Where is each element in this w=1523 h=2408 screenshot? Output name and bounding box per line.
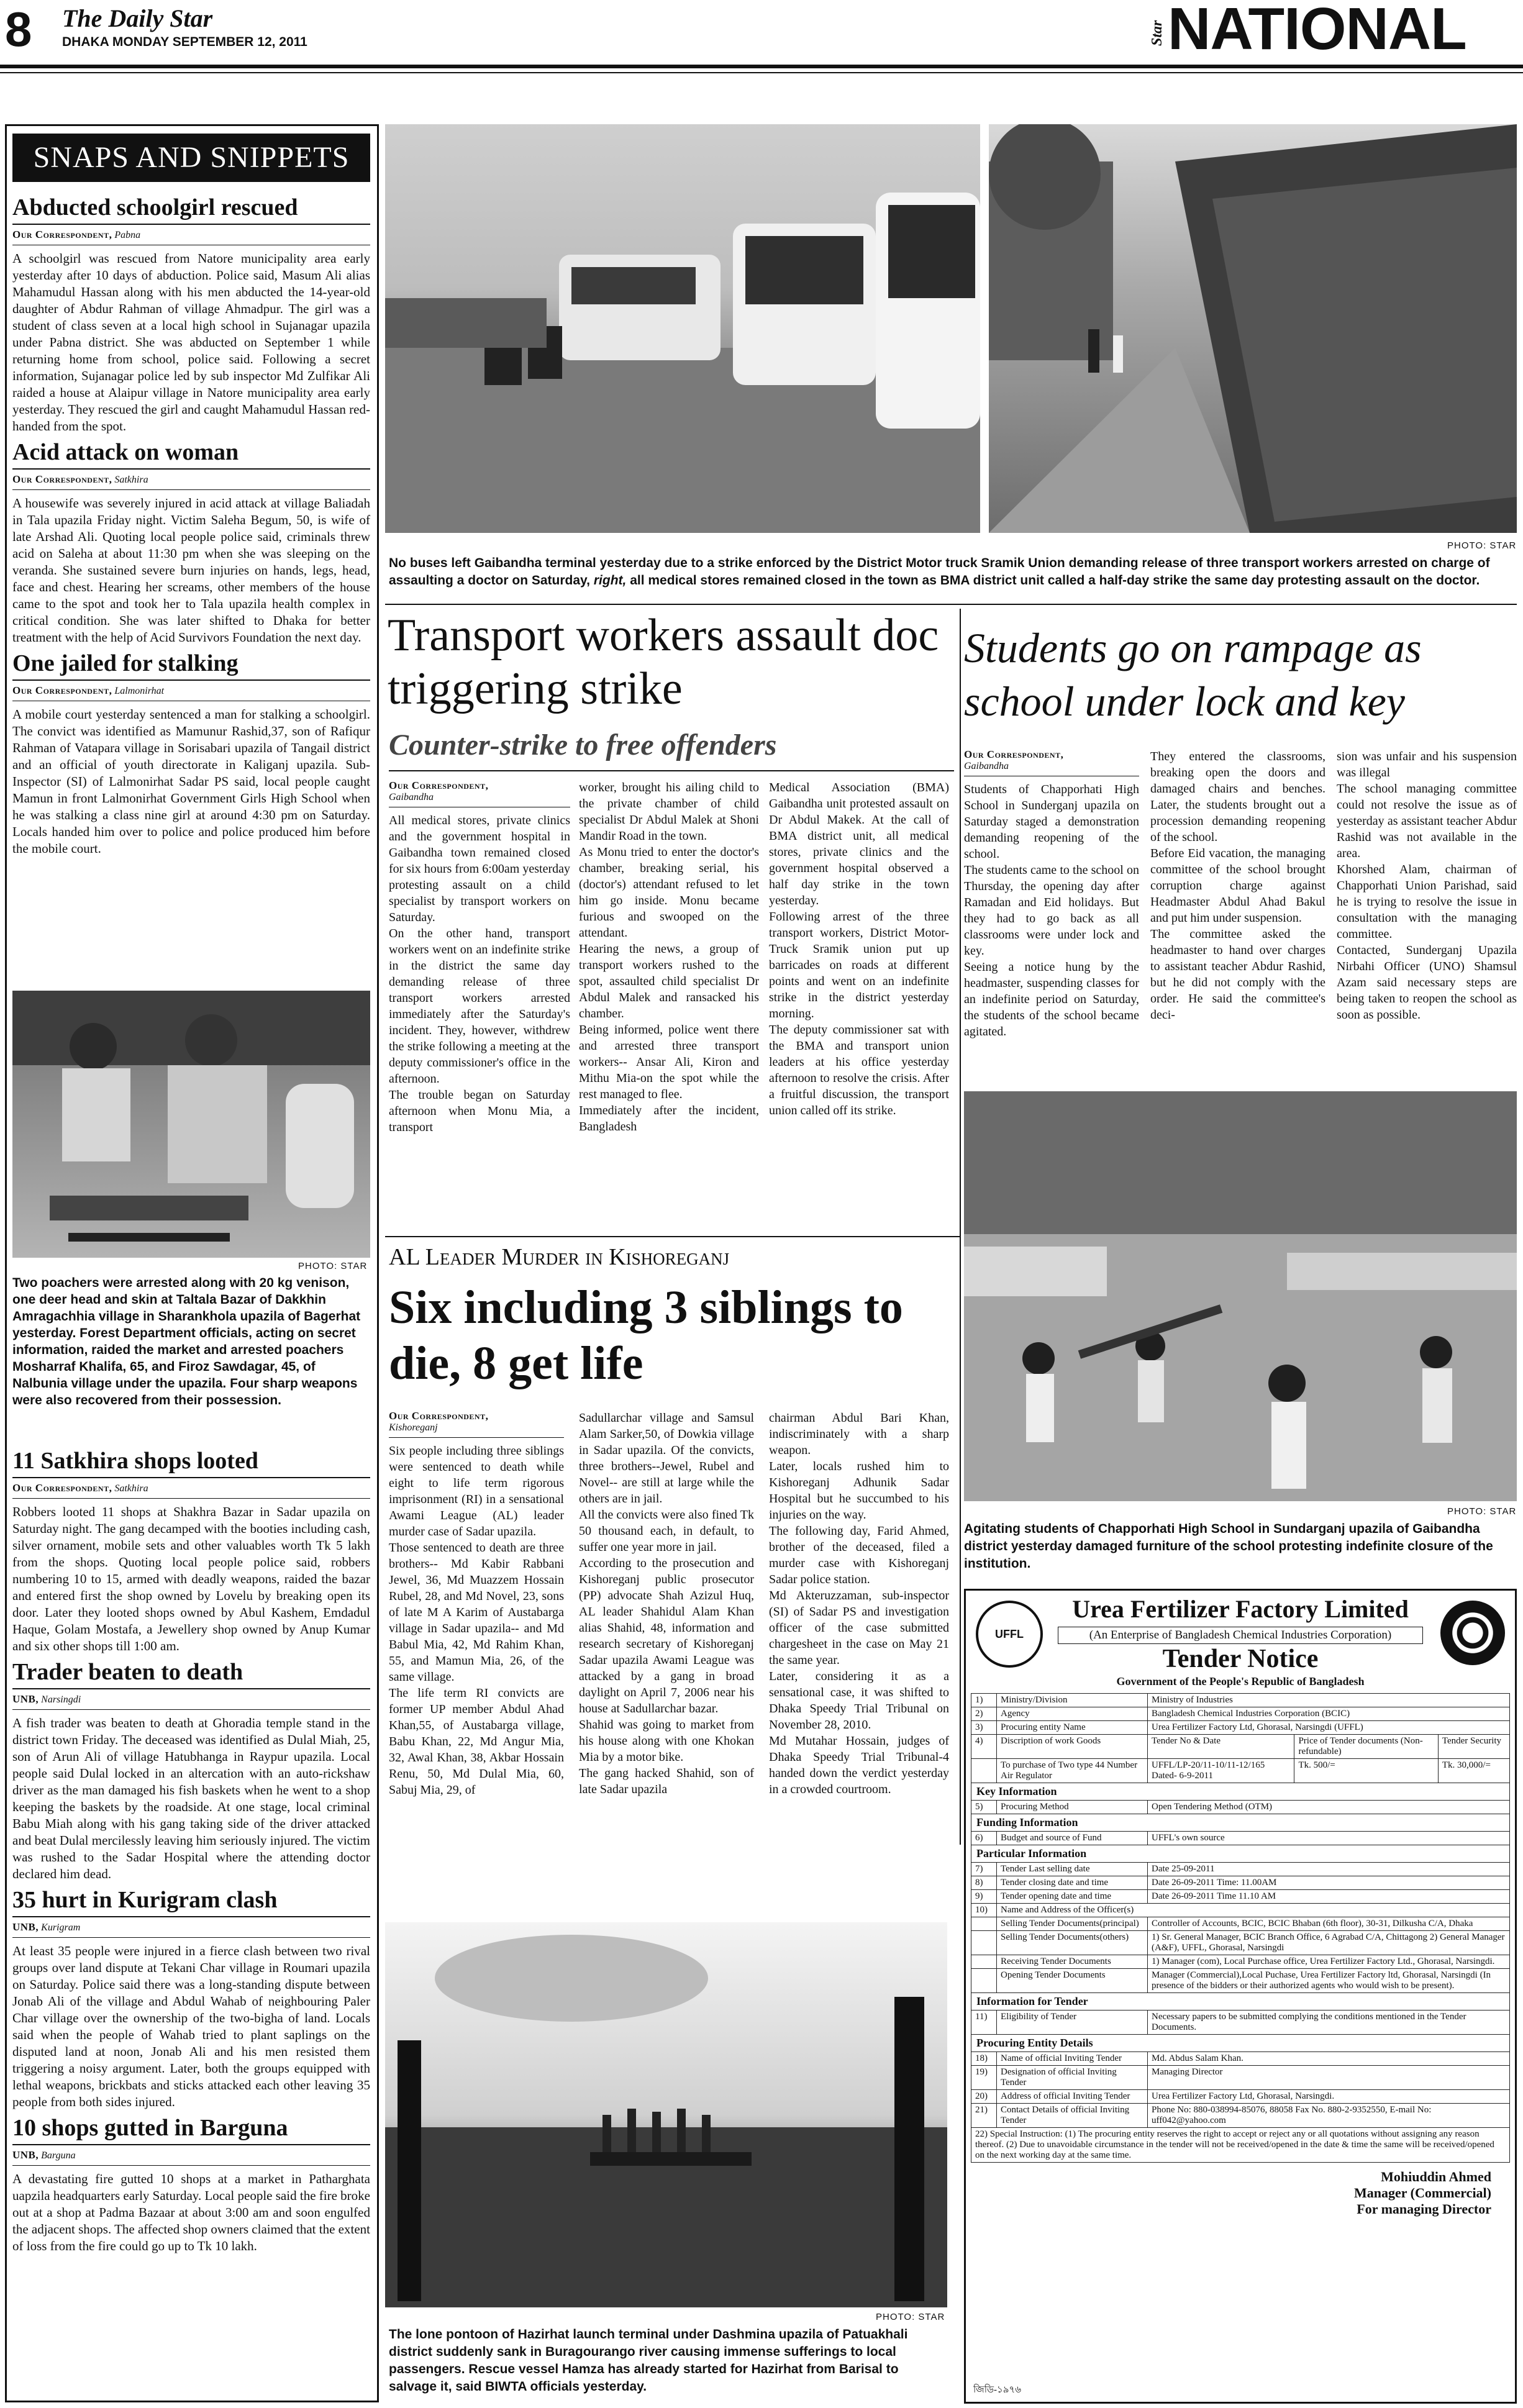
story-body: chairman Abdul Bari Khan, indiscriminately with a sharp weapon. Later, locals rushed him to Kishoreganj Adhunik Sadar Hospital but he succumbed to his injuries on the way. The following day, Farid Ahmed, brother of the deceased, filed a murder case with Kishoreganj Sadar police station. Md Akteruzzaman, sub-inspector (SI) of Sadar PS and investigation officer of the case submitted chargesheet in the case on May 21 the same year. Later, considering it as a sensational case, it was shifted to Dhaka Speedy Trial Tribunal on November 28, 2010. Md Mutahar Hossain, judges of Dhaka Speedy Trial Tribunal-4 handed down the verdict yesterday in a crowded courtroom. (769, 1411, 949, 1796)
story-headline: Trader beaten to death (12, 1659, 243, 1685)
table-row (971, 1863, 1510, 1876)
row-value: Date 26-09-2011 Time 11.10 AM (1148, 1890, 1510, 1904)
caption-part-a: No buses left Gaibandha terminal yesterday due to a strike enforced by the District Motor truck Sramik Union demanding release of three transport workers arrested on charge of assaulting a doctor on Saturday, (389, 556, 1490, 588)
table-row (971, 1694, 1510, 1707)
story-body: A schoolgirl was rescued from Natore municipality area early yesterday after 10 days of abduction. Police said, Masum Ali alias Mahamudul Hassan along with his men abducted the 14-year-old daughter of Abdur Rahman of village Ahmadpur. The girl was a student of class seven at a local high school in Sujanagar upazila under Pabna district. She was abducted on September 1 while returning home from school, police said. Following a secret information, Sujanagar police led by sub inspector Md Zulfikar Ali raided a house at Alaipur village in Natore municipality area early yesterday. They rescued the girl and caught Mahamudul Hassan red-handed from the spot. (12, 251, 370, 434)
row-value: 1) Manager (com), Local Purchase office, Urea Fertilizer Factory Ltd., Ghorasal, Narsingdi. (1148, 1955, 1510, 1969)
snaps-column (12, 194, 370, 857)
byline-place: Pabna (114, 230, 141, 240)
students-col-2 (1150, 748, 1325, 1023)
section-rule (385, 1236, 960, 1237)
table-row (971, 2104, 1510, 2128)
byline: Our Correspondent, (389, 1410, 489, 1422)
murder-col-2 (579, 1410, 754, 1797)
byline: UNB, (12, 2149, 39, 2161)
byline-place: Gaibandha (964, 761, 1139, 776)
transport-col-3 (769, 779, 949, 1119)
row-value: Necessary papers to be submitted complying the conditions mentioned in the Tender Documents. (1148, 2010, 1510, 2035)
section-label: Particular Information (971, 1845, 1510, 1863)
story-body: They entered the classrooms, breaking open the doors and damaged chairs and benches. Later, the students brought out a procession demanding reopening of the school. Before Eid vacation, the managing committee of the school brought corruption charge against Headmaster Abdul Ahad Bakul and put him under suspension. The committee asked the headmaster to hand over charges to assistant teacher Abdur Rashid, but he did not comply with the order. He said the committee's deci- (1150, 750, 1325, 1022)
caption-part-c: all medical stores remained closed in the town as BMA district unit called a half-day strike the same day protesting assault on the doctor. (630, 573, 1480, 588)
byline-place: Satkhira (114, 475, 148, 485)
story-body: Six people including three siblings were sentenced to death while eight to life term rigorous imprisonment (RI) in a sensational Awami League (AL) leader murder case of Sadar upazila. Those sentenced to death are three brothers-- Md Kabir Rabbani Jewel, 36, Md Muazzem Hossain Rubel, 28, and Md Novel, 23, sons of late M A Karim of Austabarga village in Sadar upazila-- and Md Babul Mia, 42, Md Rahim Khan, 55, and Mamun Mia, 26, of the same village. The life term RI convicts are former UP member Abdul Ahad Khan,55, of Austabarga village, Babu Khan, 22, Md Angur Mia, 32, Awal Khan, 38, Akbar Hossain Renu, 50, Md Dulal Mia, 60, Sabuj Mia, 29, of (389, 1444, 564, 1797)
table-row (971, 1917, 1510, 1931)
photo-credit: PHOTO: STAR (298, 1261, 368, 1271)
row-label: Address of official Inviting Tender (997, 2090, 1148, 2104)
row-num: 7) (971, 1863, 997, 1876)
story-body: worker, brought his ailing child to the private chamber of child specialist Dr Abdul Malek at Shoni Mandir Road in the town. As Monu tried to enter the doctor's chamber, breaking serial, his (doctor's) attendant refused to let him go inside. Monu became furious and swooped on the attendant. Hearing the news, a group of transport workers rushed to the spot, assaulted child specialist Dr Abdul Malek and ransacked his chamber. Being informed, police went there and arrested three transport workers-- Ansar Ali, Kiron and Mithu Mia-on the spot while the rest managed to flee. Immediately after the incident, Bangladesh (579, 781, 759, 1134)
murder-col-3 (769, 1410, 949, 1797)
story-body: At least 35 people were injured in a fierce clash between two rival groups over land dispute at Tekani Char village in Roumari upazila on Saturday. Police said there was a long-standing dispute between Jonab Ali of the village and Abdul Wahab of neighbouring Paler Char village over the ownership of the two-bigha of land. Locals said when the people of Wahab tried to plant saplings on the disputed land at noon, Jonab Ali and his men resisted them triggering a noisy argument. Later, both the groups equipped with lethal weapons, brickbats and sticks attacked each other leaving 35 people from both sides injured. (12, 1943, 370, 2109)
table-row (971, 1801, 1510, 1814)
row-value: Bangladesh Chemical Industries Corporation (BCIC) (1148, 1707, 1510, 1721)
top-photo-caption (389, 555, 1516, 589)
row-value: Date 26-09-2011 Time: 11.00AM (1148, 1876, 1510, 1890)
caption-part-b: right, (593, 573, 627, 588)
table-row (971, 1832, 1510, 1845)
story-body: A mobile court yesterday sentenced a man for stalking a schoolgirl. The convict was identified as Mamunur Rashid,37, son of Rafiqur Rahman of Vatapara village in Sorisabari upazila of Tangail district and an official of youth directorate in Kaliganj upazila. Sub-Inspector (SI) of Lalmonirhat Sadar PS said, local people caught Mamun in front Lalmonirhat Government Girls High School when he was stalking a class nine girl at around 4:30 pm on Saturday. Locals handed him over to police and police produced him before the mobile court. (12, 707, 370, 856)
row-num: 18) (971, 2052, 997, 2066)
story-headline: 35 hurt in Kurigram clash (12, 1887, 278, 1913)
photo-credit: PHOTO: STAR (1447, 1506, 1517, 1517)
byline: Our Correspondent, (12, 229, 112, 240)
byline-place: Barguna (41, 2150, 76, 2161)
students-rampage-photo (964, 1091, 1517, 1501)
row-label: Name of official Inviting Tender (997, 2052, 1148, 2066)
row-num: 1) (971, 1694, 997, 1707)
row-value: Tk. 500/= (1294, 1759, 1438, 1783)
special-instruction: 22) Special Instruction: (1) The procuring entity reserves the right to accept or reject any or all quotations without assigning any reason thereof. (2) Due to unavoidable circumstance in the tender will not be received/opened in the date & time the same will be received/opened on the next working day at the same time. (971, 2128, 1510, 2163)
byline: Our Correspondent, (12, 1482, 112, 1494)
row-label: Agency (997, 1707, 1148, 1721)
uffl-logo-text: UFFL (995, 1627, 1024, 1640)
section-title: NATIONAL (1168, 0, 1466, 62)
row-num: 2) (971, 1707, 997, 1721)
ad-signer-title: Manager (Commercial) (1354, 2185, 1491, 2201)
row-value: Manager (Commercial),Local Puchase, Urea Fertilizer Factory ltd, Ghorasal, Narsingdi (In presence of the bidders or their authorized agents who would wish to be present). (1148, 1969, 1510, 1993)
row-label: Tender closing date and time (997, 1876, 1148, 1890)
murder-kicker: AL Leader Murder in Kishoreganj (389, 1244, 730, 1270)
story-body: Medical Association (BMA) Gaibandha unit protested assault on Dr Abdul Makek. At the call of BMA district unit, all medical stores, private clinics and the government hospital observed a half day strike in the town yesterday. Following arrest of the three transport workers, District Motor-Truck Sramik union put up barricades on roads at different points and went on an indefinite strike in the district yesterday morning. The deputy commissioner sat with the BMA and transport union leaders at his office yesterday afternoon to resolve the crisis. After a fruitful discussion, the transport union called off its strike. (769, 781, 949, 1117)
murder-col-1 (389, 1410, 564, 1798)
row-label: Procuring Method (997, 1801, 1148, 1814)
transport-headline: Transport workers assault doc triggering strike (388, 610, 939, 714)
story-headline: 10 shops gutted in Barguna (12, 2115, 288, 2141)
story-body: A devastating fire gutted 10 shops at a market in Patharghata uapzila headquarters early Saturday. Local people said the fire broke out at a shop at Padma Bazaar at about 3:00 am and soon engulfed the adjacent shops. The affected shop owners claimed that the extent of loss from the fire could go up to Tk 10 lakh. (12, 2171, 370, 2253)
row-head: Price of Tender documents (Non-refundable) (1294, 1735, 1438, 1759)
table-row (971, 1735, 1510, 1759)
photo-caption: Agitating students of Chapporhati High School in Sundarganj upazila of Gaibandha district yesterday damaged furniture of the school protesting indefinite closure of the institution. (964, 1522, 1493, 1571)
page-number: 8 (5, 2, 32, 57)
photo-credit: PHOTO: STAR (1447, 540, 1517, 551)
section-star-mark: Star (1149, 20, 1165, 46)
table-row (971, 1890, 1510, 1904)
story-headline: Abducted schoolgirl rescued (12, 194, 298, 220)
closed-stores-photo (989, 124, 1517, 533)
row-value: Tk. 30,000/= (1438, 1759, 1509, 1783)
photo-caption: The lone pontoon of Hazirhat launch terminal under Dashmina upazila of Patuakhali district suddenly sank in Buragourango river causing immense sufferings to local passengers. Rescue vessel Hamza has already started for Hazirhat from Barisal to salvage it, said BIWTA officials yesterday. (389, 2327, 908, 2394)
table-row (971, 1876, 1510, 1890)
byline: UNB, (12, 1921, 39, 1933)
closed-stores-photo-art (989, 124, 1517, 533)
row-num: 3) (971, 1721, 997, 1735)
row-label: Name and Address of the Officer(s) (997, 1904, 1510, 1917)
tender-notice-ad (964, 1589, 1517, 2404)
byline: Our Correspondent, (12, 684, 112, 696)
photo-caption: Two poachers were arrested along with 20 kg venison, one deer head and skin at Taltala Bazar of Dakkhin Amragachhia village in Sharankhola upazila of Bagerhat yesterday. Forest Department officials, acting on secret information, raided the market and arrested poachers Mosharraf Khalifa, 65, and Firoz Sawdagar, 45, of Nalbunia village under the upazila. Four sharp weapons were also recovered from their possession. (12, 1276, 361, 1407)
paper-name: The Daily Star (62, 4, 213, 32)
students-col-1 (964, 748, 1139, 1040)
row-value: UFFL/LP-20/11-10/11-12/165 Dated- 6-9-2011 (1148, 1759, 1294, 1783)
row-label: Receiving Tender Documents (997, 1955, 1148, 1969)
row-value: Managing Director (1148, 2066, 1510, 2090)
students-col-3 (1337, 748, 1517, 1023)
row-value: 1) Sr. General Manager, BCIC Branch Office, 6 Agrabad C/A, Chittagong 2) General Manager (A&F), UFFL, Ghorasal, Narsingdi (1148, 1931, 1510, 1955)
story-body: Sadullarchar village and Samsul Alam Sarker,50, of Dowkia village in Sadar upazila. Of the convicts, three brothers--Jewel, Rubel and Novel-- are still at large while the others are in jail. All the convicts were also fined Tk 50 thousand each, in default, to suffer one year more in jail. According to the prosecution and Kishoreganj public prosecutor (PP) advocate Shah Azizul Huq, AL leader Shahidul Alam Khan alias Shahid, 48, information and research secretary of Kishoreganj Sadar upazila Awami League was attacked by a gang in broad daylight on April 7, 2006 near his house at Sadullarchar bazar. Shahid was going to market from his house along with one Khokan Mia by a motor bike. The gang hacked Shahid, son of late Sadar upazila (579, 1411, 754, 1796)
row-label: Procuring entity Name (997, 1721, 1148, 1735)
photo-credit: PHOTO: STAR (876, 2312, 945, 2322)
byline-place: Satkhira (114, 1483, 148, 1494)
row-value: Ministry of Industries (1148, 1694, 1510, 1707)
table-row (971, 2090, 1510, 2104)
ad-signer: Mohiuddin Ahmed (1381, 2169, 1491, 2184)
story-body: sion was unfair and his suspension was illegal The school managing committee could not resolve the issue as of yesterday as assistant teacher Abdur Rashid was not available in the area. Khorshed Alam, chairman of Chapporhati Union Parishad, said he is trying to resolve the issue in consultation with the managing committee. Contacted, Sunderganj Upazila Nirbahi Officer (UNO) Shamsul Azam said necessary steps are being taken to reopen the school as soon as possible. (1337, 750, 1517, 1022)
row-num: 4) (971, 1735, 997, 1759)
snaps-column-lower (12, 1447, 370, 2255)
byline-place: Narsingdi (41, 1694, 81, 1705)
row-label: Discription of work Goods (997, 1735, 1148, 1759)
row-num: 6) (971, 1832, 997, 1845)
row-label: Selling Tender Documents(principal) (997, 1917, 1148, 1931)
row-head: Tender Security (1438, 1735, 1509, 1759)
row-num: 9) (971, 1890, 997, 1904)
row-label: Contact Details of official Inviting Tender (997, 2104, 1148, 2128)
byline-place: Kurigram (41, 1922, 81, 1933)
row-value: To purchase of Two type 44 Number Air Regulator (997, 1759, 1148, 1783)
table-row (971, 2052, 1510, 2066)
masthead-rule (0, 65, 1523, 68)
byline: UNB, (12, 1693, 39, 1705)
subhead-rule (389, 770, 954, 771)
row-num: 8) (971, 1876, 997, 1890)
transport-subhead: Counter-strike to free offenders (389, 729, 777, 761)
row-label: Budget and source of Fund (997, 1832, 1148, 1845)
byline: Our Correspondent, (12, 473, 112, 485)
poachers-photo-art (12, 991, 370, 1258)
story-body: A housewife was severely injured in acid attack at village Baliadah in Tala upazila Friday night. Victim Saleha Begum, 50, is wife of late Arshad Ali. Quoting local people police said, criminals threw acid on Saleha at about 11:30 pm when she was sleeping on the veranda. She sustained severe burn injuries on hands, legs, head, face and chest. Hearing her screams, other members of the house came to the spot and took her to Tala upazila health complex in critical condition. She was later shifted to Dhaka for better treatment with the help of Acid Survivors Foundation the next day. (12, 496, 370, 645)
byline: Our Correspondent, (964, 748, 1064, 760)
dateline: DHAKA MONDAY SEPTEMBER 12, 2011 (62, 35, 307, 49)
story-body: Robbers looted 11 shops at Shakhra Bazar in Sadar upazila on Saturday night. The gang decamped with the booties including cash, silver ornament, mobile sets and other valuables worth Tk 5 lakh from the shops. Quoting local people police said, robbers numbering 10 to 15, armed with deadly weapons, raided the bazar and entered first the shop owned by Lovelu by breaking open its door. Later they looted shops owned by Abul Kashem, Emdadul Haque, Golam Mostafa, a Jewellery shop owned by Anup Kumar and six other shops till 1:00 am. (12, 1504, 370, 1653)
murder-headline: Six including 3 siblings to die, 8 get life (389, 1281, 903, 1389)
story-headline: One jailed for stalking (12, 650, 239, 676)
story-headline: 11 Satkhira shops looted (12, 1448, 258, 1474)
table-row (971, 2010, 1510, 2035)
ad-signer-for: For managing Director (1357, 2201, 1491, 2217)
students-rampage-photo-art (964, 1091, 1517, 1501)
bus-terminal-photo (385, 124, 980, 533)
row-label: Eligibility of Tender (997, 2010, 1148, 2035)
row-label: Opening Tender Documents (997, 1969, 1148, 1993)
section-label: Information for Tender (971, 1993, 1510, 2010)
row-num: 11) (971, 2010, 997, 2035)
story-body: Students of Chapporhati High School in Sunderganj upazila on Saturday staged a demonstration demanding reopening of the school. The students came to the school on Thursday, the opening day after Ramadan and Eid holidays. But they had to go back as all classrooms were under lock and key. Seeing a notice hung by the headmaster, suspending classes for an indefinite period on Saturday, the students of the school became agitated. (964, 783, 1139, 1038)
row-value: Urea Fertilizer Factory Ltd, Ghorasal, Narsingdi. (1148, 2090, 1510, 2104)
byline-place: Kishoreganj (389, 1422, 564, 1438)
ad-company: Urea Fertilizer Factory Limited (1072, 1595, 1409, 1623)
row-label: Tender Last selling date (997, 1863, 1148, 1876)
pontoon-photo-art (385, 1922, 947, 2307)
ad-notice-title: Tender Notice (1162, 1645, 1319, 1673)
story-body: All medical stores, private clinics and the government hospital in Gaibandha town remained closed for six hours from 6:00am yesterday protesting assault on a child specialist by transport workers on Saturday. On the other hand, transport workers went on an indefinite strike in the district the same day demanding release of three transport workers arrested immediately after the Saturday's incident. They, however, withdrew the strike following a meeting at the deputy commissioner's office in the afternoon. The trouble began on Saturday afternoon when Monu Mia, a transport (389, 814, 570, 1134)
row-head: Tender No & Date (1148, 1735, 1294, 1759)
row-value: Open Tendering Method (OTM) (1148, 1801, 1510, 1814)
table-row (971, 1904, 1510, 1917)
transport-col-2 (579, 779, 759, 1135)
row-value: Urea Fertilizer Factory Ltd, Ghorasal, Narsingdi (UFFL) (1148, 1721, 1510, 1735)
story-headline: Acid attack on woman (12, 439, 239, 465)
row-num: 19) (971, 2066, 997, 2090)
table-row (971, 2066, 1510, 2090)
students-headline: Students go on rampage as school under lock and key (964, 624, 1422, 725)
ad-footer-code: জিডি-১৯৭৬ (973, 2385, 1022, 2395)
byline-place: Lalmonirhat (114, 686, 165, 696)
row-label: Selling Tender Documents(others) (997, 1931, 1148, 1955)
table-row (971, 1707, 1510, 1721)
tender-table (971, 1693, 1510, 2163)
row-num: 21) (971, 2104, 997, 2128)
story-body: A fish trader was beaten to death at Ghoradia temple stand in the district town Friday. The deceased was identified as Dulal Miah, 25, son of Arun Ali of village Hatubhanga in Raypur upazila. Local people said Dulal locked in an altercation with an auto-rickshaw driver as the man damaged his fish baskets when he went to a shop keeping the baskets by the roadside. At one stage, local criminal Babu Miah along with his gang taking side of the driver attacked and beat Dulal mercilessly leaving him seriously injured. The victim was rushed to the Sadar Hospital where the attending doctor declared him dead. (12, 1715, 370, 1881)
table-row (971, 1955, 1510, 1969)
byline: Our Correspondent, (389, 779, 489, 791)
pontoon-photo (385, 1922, 947, 2307)
table-row (971, 1931, 1510, 1955)
row-value: Controller of Accounts, BCIC, BCIC Bhaban (6th floor), 30-31, Dilkusha C/A, Dhaka (1148, 1917, 1510, 1931)
row-value: Phone No: 880-038994-85076, 88058 Fax No. 880-2-9352550, E-mail No: uff042@yahoo.com (1148, 2104, 1510, 2128)
bus-terminal-photo-art (385, 124, 980, 533)
column-divider (960, 609, 961, 1845)
table-row (971, 1969, 1510, 1993)
table-row (971, 1759, 1510, 1783)
ad-gov: Government of the People's Republic of Bangladesh (1116, 1675, 1365, 1688)
transport-col-1 (389, 779, 570, 1135)
row-value: Date 25-09-2011 (1148, 1863, 1510, 1876)
section-label: Key Information (971, 1783, 1510, 1801)
row-value: Md. Abdus Salam Khan. (1148, 2052, 1510, 2066)
ad-subtitle: (An Enterprise of Bangladesh Chemical Industries Corporation) (1058, 1627, 1423, 1644)
masthead-rule-thin (0, 72, 1523, 73)
section-label: Procuring Entity Details (971, 2035, 1510, 2052)
caption-rule (385, 604, 1517, 605)
byline-place: Gaibandha (389, 792, 570, 807)
row-num: 10) (971, 1904, 997, 1917)
poachers-photo (12, 991, 370, 1258)
row-label: Designation of official Inviting Tender (997, 2066, 1148, 2090)
snaps-header: SNAPS AND SNIPPETS (12, 134, 370, 182)
row-label: Ministry/Division (997, 1694, 1148, 1707)
section-label: Funding Information (971, 1814, 1510, 1832)
row-num: 20) (971, 2090, 997, 2104)
row-num: 5) (971, 1801, 997, 1814)
table-row (971, 1721, 1510, 1735)
row-label: Tender opening date and time (997, 1890, 1148, 1904)
row-value: UFFL's own source (1148, 1832, 1510, 1845)
